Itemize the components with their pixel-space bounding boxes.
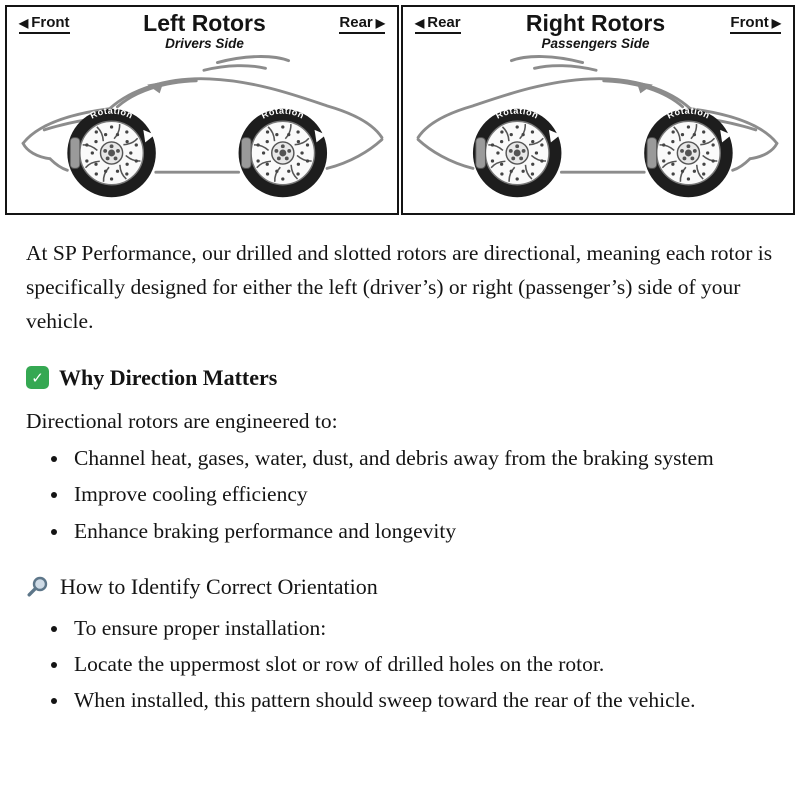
check-icon: ✓ [26,366,49,389]
car-diagram-drivers-side [7,51,397,203]
front-direction-label [19,14,70,34]
heading-text: Why Direction Matters [59,364,278,390]
lead-paragraph: Directional rotors are engineered to: [26,408,338,433]
panel-header [7,7,397,51]
left-arrow-icon: ◀ [19,15,29,30]
direction-text: Front [31,14,70,31]
panel-titles [143,11,266,51]
panel-title: Right Rotors [525,10,666,36]
direction-text: Rear [339,14,373,31]
svg-text:Rotation: Rotation [494,105,541,121]
article-body [0,215,800,748]
rear-direction-label [339,14,385,34]
panel-title: Left Rotors [143,10,266,36]
section-heading-how-to-identify [26,574,774,600]
direction-text: Rear [427,14,461,31]
front-direction-label [730,14,781,34]
panel-subtitle: Passengers Side [541,36,650,52]
list-item: • Locate the uppermost slot or row of drilled holes on the rotor. [70,648,774,681]
direction-text: Front [730,14,769,31]
right-arrow-icon: ▶ [771,15,781,30]
panel-header [403,7,793,51]
benefits-list [26,442,774,548]
list-item: • Channel heat, gases, water, dust, and debris away from the braking system [70,442,774,475]
list-item: • Enhance braking performance and longevity [70,515,774,548]
diagram-panel-right-rotors [401,5,795,215]
list-item: • When installed, this pattern should sweep toward the rear of the vehicle. [70,684,774,717]
diagram-panel-left-rotors [5,5,399,215]
magnifier-icon [26,575,50,599]
svg-text:Rotation: Rotation [88,105,135,121]
list-item: • Improve cooling efficiency [70,478,774,511]
section-heading-why-direction-matters [26,365,774,391]
panel-titles [526,11,665,51]
panel-subtitle: Drivers Side [165,36,244,52]
car-diagram-passengers-side [403,51,793,203]
heading-text: How to Identify Correct Orientation [60,573,378,599]
list-item: • To ensure proper installation: [70,612,774,645]
svg-text:Rotation: Rotation [665,105,712,121]
left-arrow-icon: ◀ [415,15,425,30]
intro-paragraph: At SP Performance, our drilled and slotted rotors are directional, meaning each rotor is specifically designed for either the left (driver’s) or right (passenger’s) side of your vehicle. [26,241,773,333]
rear-direction-label [415,14,461,34]
rotor-direction-diagram [0,0,800,215]
svg-text:Rotation: Rotation [259,105,307,121]
right-arrow-icon: ▶ [375,15,385,30]
orientation-steps-list [26,612,774,718]
